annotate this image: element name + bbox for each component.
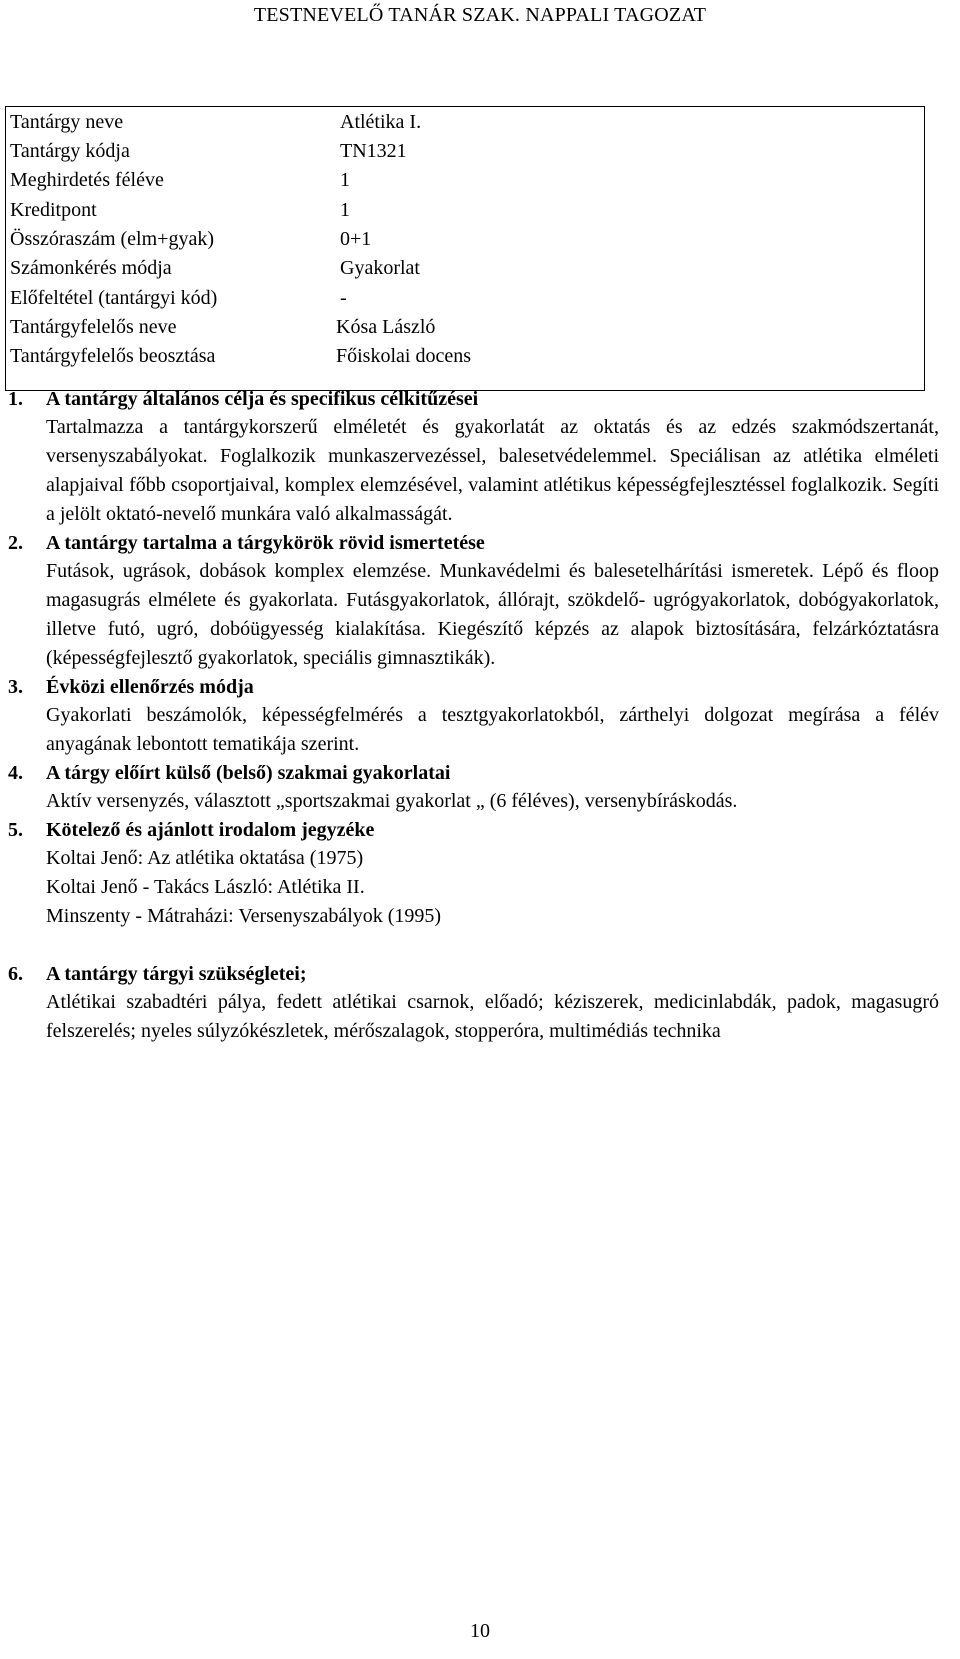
course-description bbox=[8, 385, 948, 1046]
section-number: 5. bbox=[8, 819, 23, 841]
section-number: 6. bbox=[8, 963, 23, 985]
section-title: A tárgy előírt külső (belső) szakmai gyakorlatai bbox=[46, 762, 451, 784]
info-key: Meghirdetés féléve bbox=[10, 169, 164, 191]
info-key: Tantárgyfelelős beosztása bbox=[10, 345, 216, 367]
info-value: 1 bbox=[340, 199, 350, 221]
literature-item: Koltai Jenő - Takács László: Atlétika II. bbox=[46, 876, 365, 898]
info-value: - bbox=[340, 287, 347, 309]
section-3-heading bbox=[8, 673, 948, 701]
section-1-heading bbox=[8, 385, 948, 413]
section-title: A tantárgy általános célja és specifikus célkitűzései bbox=[46, 388, 479, 410]
section-number: 3. bbox=[8, 676, 23, 698]
section-1-text: Tartalmazza a tantárgykorszerű elméletét és gyakorlatát az oktatás és az edzés szakmódszertanát, versenyszabályokat. Foglalkozik munkaszervezéssel, balesetvédelemmel. Speciálisan az atlétika elméleti alapjaival főbb csoportjaival, komplex elemzésével, valamint atlétikus képességfejlesztéssel foglalkozik. Segíti a jelölt oktató-nevelő munkára való alkalmasságát. bbox=[46, 416, 939, 525]
info-key: Összóraszám (elm+gyak) bbox=[10, 228, 214, 250]
info-value: Kósa László bbox=[336, 316, 436, 338]
info-key: Előfeltétel (tantárgyi kód) bbox=[10, 287, 218, 309]
info-value: 0+1 bbox=[340, 228, 372, 250]
section-title: A tantárgy tartalma a tárgykörök rövid ismertetése bbox=[46, 532, 485, 554]
section-title: A tantárgy tárgyi szükségletei; bbox=[46, 963, 307, 985]
section-3-text: Gyakorlati beszámolók, képességfelmérés a tesztgyakorlatokból, zárthelyi dolgozat megírása a félév anyagának lebontott tematikája szerint. bbox=[46, 704, 939, 755]
info-key: Tantárgy neve bbox=[10, 111, 124, 133]
section-number: 1. bbox=[8, 388, 23, 410]
section-title: Évközi ellenőrzés módja bbox=[46, 676, 254, 698]
section-6-text: Atlétikai szabadtéri pálya, fedett atlétikai csarnok, előadó; kéziszerek, medicinlabdák, padok, magasugró felszerelés; nyeles súlyzókészletek, mérőszalagok, stopperóra, multimédiás technika bbox=[46, 991, 939, 1042]
section-2-text: Futások, ugrások, dobások komplex elemzése. Munkavédelmi és balesetelhárítási ismeretek. Lépő és floop magasugrás elmélete és gyakorlata. Futásgyakorlatok, állórajt, szökdelő- ugrógyakorlatok, dobógyakorlatok, illetve futó, ugró, dobóügyesség kialakítása. Kiegészítő képzés az alapok biztosítására, felzárkóztatásra (képességfejlesztő gyakorlatok, speciális gimnasztikák). bbox=[46, 560, 939, 669]
info-key: Kreditpont bbox=[10, 199, 97, 221]
section-number: 4. bbox=[8, 762, 23, 784]
section-5-heading bbox=[8, 816, 948, 844]
info-value: 1 bbox=[340, 169, 350, 191]
section-4-text: Aktív versenyzés, választott „sportszakmai gyakorlat „ (6 féléves), versenybíráskodás. bbox=[46, 790, 738, 812]
info-key: Tantárgy kódja bbox=[10, 140, 130, 162]
info-key: Számonkérés módja bbox=[10, 257, 172, 279]
literature-item: Koltai Jenő: Az atlétika oktatása (1975) bbox=[46, 847, 364, 869]
section-6-heading bbox=[8, 960, 948, 988]
literature-item: Minszenty - Mátraházi: Versenyszabályok (1995) bbox=[46, 905, 442, 927]
info-key: Tantárgyfelelős neve bbox=[10, 316, 177, 338]
page-header: TESTNEVELŐ TANÁR SZAK. NAPPALI TAGOZAT bbox=[253, 4, 707, 26]
section-4-heading bbox=[8, 759, 948, 787]
page-number: 10 bbox=[470, 1620, 490, 1642]
section-title: Kötelező és ajánlott irodalom jegyzéke bbox=[46, 819, 375, 841]
course-info-table bbox=[5, 106, 925, 391]
info-value: TN1321 bbox=[340, 140, 407, 162]
spacer bbox=[8, 931, 948, 960]
section-2-heading bbox=[8, 529, 948, 557]
info-value: Főiskolai docens bbox=[336, 345, 471, 367]
info-value: Atlétika I. bbox=[340, 111, 422, 133]
section-number: 2. bbox=[8, 532, 23, 554]
info-value: Gyakorlat bbox=[340, 257, 420, 279]
